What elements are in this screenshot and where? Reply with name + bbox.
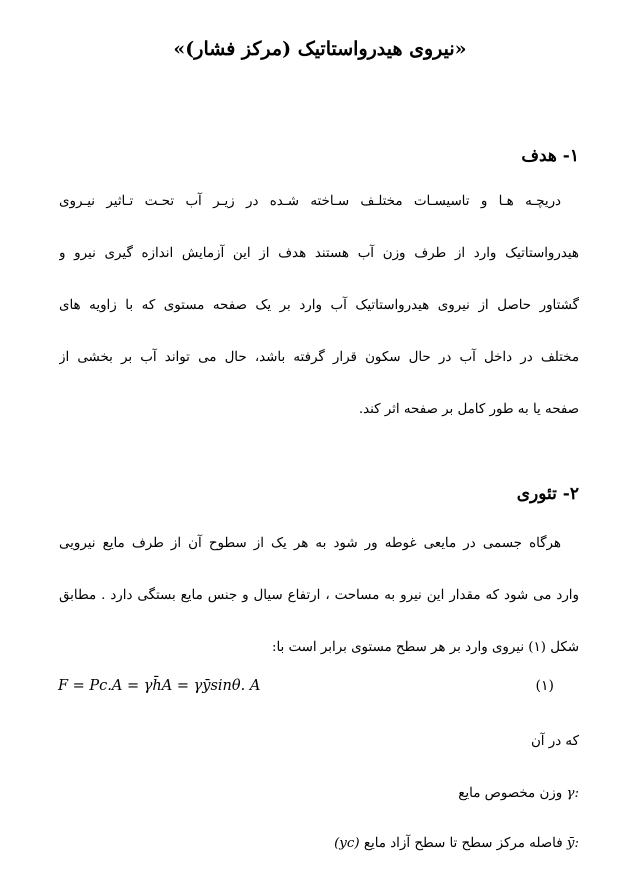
paragraph-line: صفحه یا به طور کامل بر صفحه اثر کند. <box>358 402 579 417</box>
gamma-symbol: γ: <box>566 786 579 801</box>
ybar-definition-text: فاصله مرکز سطح تا سطح آزاد مایع <box>363 836 563 851</box>
document-title: «نیروی هیدرواستاتیک (مرکز فشار)» <box>173 38 467 60</box>
paragraph-line: شکل (۱) نیروی وارد بر هر سطح مستوی برابر است با: <box>271 640 579 655</box>
definition-ybar <box>334 836 579 851</box>
paragraph-line: هرگاه جسمی در مایعی غوطه ور شود به هر یک از سطوح آن از طرف مایع نیرویی <box>59 536 561 551</box>
gamma-definition-text: وزن مخصوص مایع <box>458 786 563 801</box>
ybar-parenthetical: (yc) <box>334 836 360 851</box>
paragraph-line: گشتاور حاصل از نیروی هیدرواستاتیک آب وارد بر یک صفحه مستوی که با زاویه های <box>59 298 579 313</box>
paragraph-line: هیدرواستاتیک وارد از طرف وزن آب هستند هدف از این آزمایش اندازه گیری نیرو و <box>59 246 579 261</box>
paragraph-line: وارد می شود که مقدار این نیرو به مساحت ، ارتفاع سیال و جنس مایع بستگی دارد . مطابق <box>59 588 579 603</box>
force-equation: F = Pc.A = γh̄A = γȳsinθ. A <box>58 678 261 694</box>
theory-paragraph <box>59 518 579 674</box>
equation-row <box>58 678 579 706</box>
ybar-symbol: ȳ: <box>566 836 579 851</box>
equation-number: (۱) <box>535 678 554 694</box>
paragraph-line: دریچـه هـا و تاسیسـات مختلـف سـاخته شـده در زیـر آب تحـت تـاثیر نیـروی <box>59 194 561 209</box>
definition-gamma <box>458 786 579 801</box>
objective-paragraph <box>59 176 579 436</box>
where-text: که در آن <box>530 734 579 749</box>
section-heading-objective: ۱- هدف <box>521 146 579 166</box>
paragraph-line: مختلف در داخل آب در حال سکون قرار گرفته باشد، حال می تواند آب بر بخشی از <box>59 350 579 365</box>
section-heading-theory: ۲- تئوری <box>516 484 579 504</box>
